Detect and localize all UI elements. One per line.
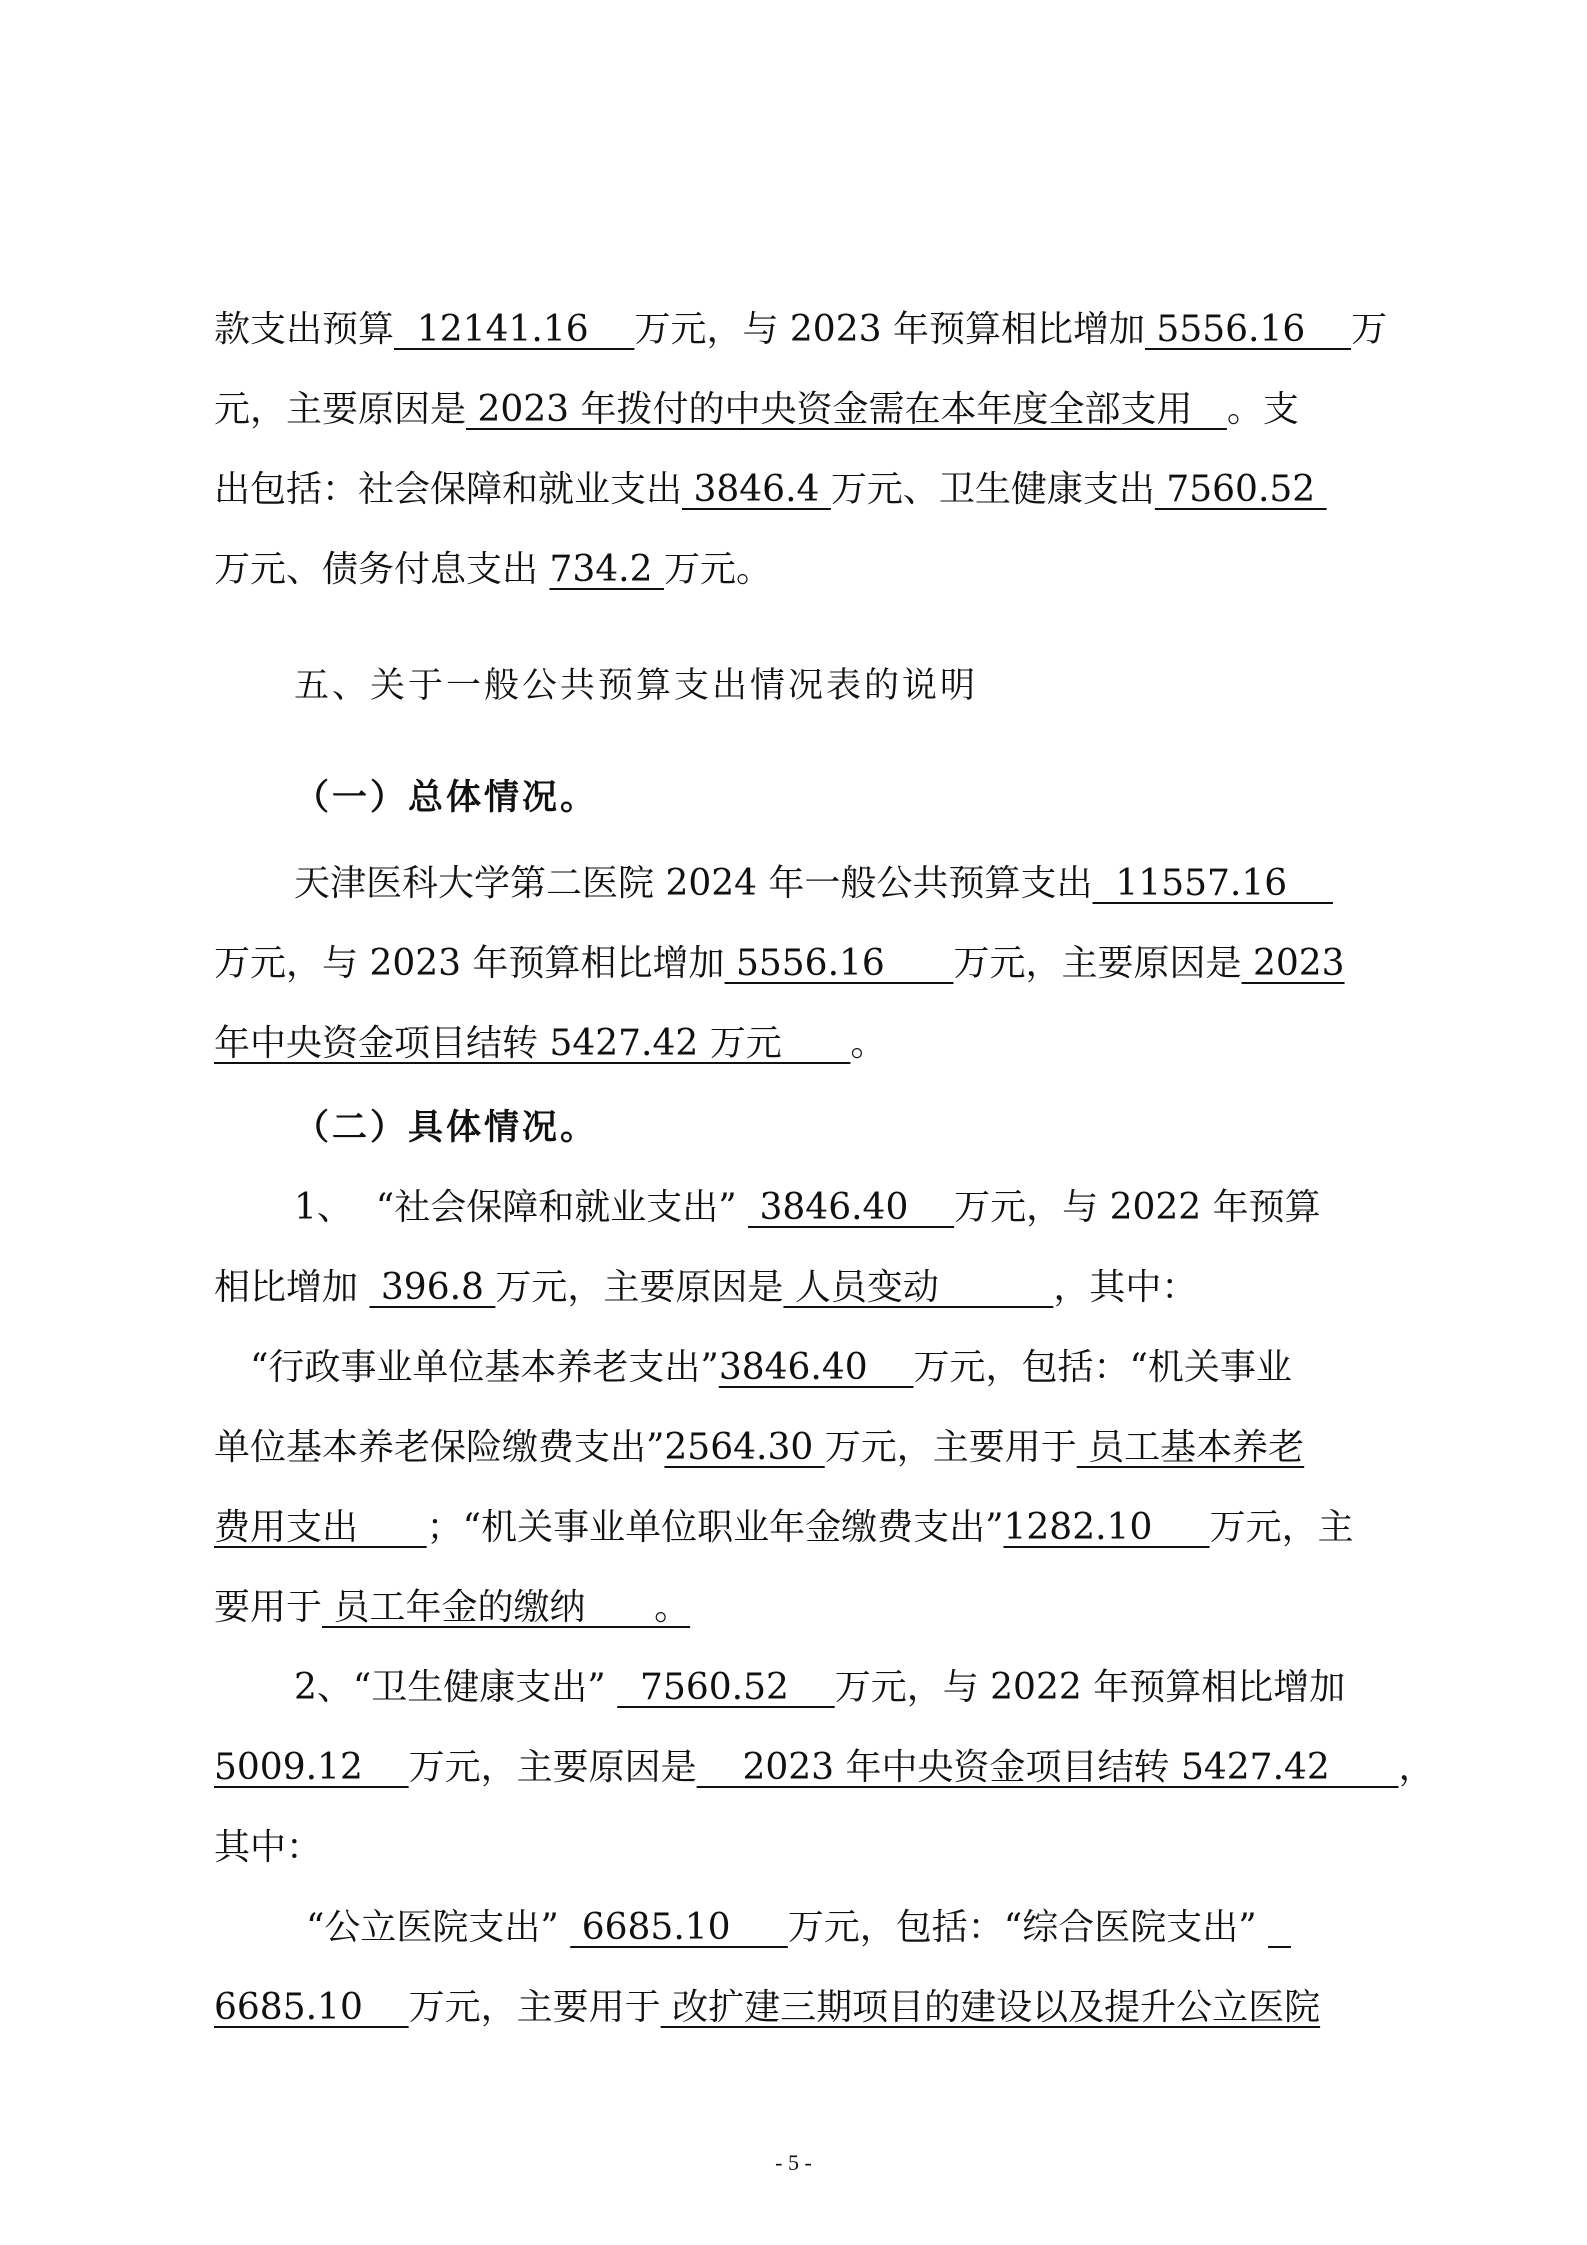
subsection-1-heading: （一）总体情况。: [294, 778, 599, 818]
reason-underlined: 2023: [1241, 943, 1345, 984]
section-5-heading: 五、关于一般公共预算支出情况表的说明: [294, 666, 979, 706]
item1-line5: [214, 1504, 1354, 1552]
text: 出包括：社会保障和就业支出: [214, 469, 683, 510]
para1-line4: [214, 546, 772, 594]
para2-line1: [294, 860, 1333, 908]
purpose-underlined: 员工基本养老: [1076, 1427, 1305, 1468]
item1-line2: [214, 1264, 1197, 1312]
text: 。支: [1226, 389, 1299, 430]
amount-underlined: 2564.30: [664, 1427, 825, 1468]
text: 万元，包括：“综合医院支出”: [787, 1907, 1269, 1948]
para1-line2: [214, 386, 1299, 434]
reason-underlined: 人员变动: [783, 1267, 1054, 1308]
item2-line5: [214, 1984, 1320, 2032]
purpose-underlined: 员工年金的缴纳 。: [322, 1587, 691, 1628]
text: 万元，主要原因是: [495, 1267, 784, 1308]
text: 万: [1351, 309, 1388, 350]
text: 天津医科大学第二医院 2024 年一般公共预算支出: [294, 863, 1093, 904]
item1-line4: [214, 1424, 1304, 1472]
para1-line3: [214, 466, 1327, 514]
amount-underlined: 3846.4: [682, 469, 831, 510]
item1-line3: [250, 1344, 1292, 1392]
amount-underlined: [1268, 1907, 1291, 1948]
amount-underlined: 7560.52: [617, 1667, 835, 1708]
purpose-underlined: 改扩建三期项目的建设以及提升公立医院: [660, 1987, 1321, 2028]
text: 1、 “社会保障和就业支出”: [294, 1187, 749, 1228]
amount-underlined: 1282.10: [1003, 1507, 1210, 1548]
text: ，其中：: [1053, 1267, 1198, 1308]
text: ；“机关事业单位职业年金缴费支出”: [426, 1507, 1004, 1548]
amount-underlined: 734.2: [549, 549, 664, 590]
para1-line1: [214, 306, 1387, 354]
text: 万元、卫生健康支出: [830, 469, 1155, 510]
text: “行政事业单位基本养老支出”: [250, 1347, 719, 1388]
text: 。: [850, 1023, 887, 1064]
amount-underlined: 6685.10: [214, 1987, 409, 2028]
item1-line1: [294, 1184, 1321, 1232]
purpose-underlined: 费用支出: [214, 1507, 427, 1548]
subsection-2-heading: （二）具体情况。: [294, 1108, 599, 1148]
text: 万元，主: [1209, 1507, 1354, 1548]
text: 万元，与 2022 年预算: [954, 1187, 1321, 1228]
reason-underlined: 2023 年拨付的中央资金需在本年度全部支用: [466, 389, 1227, 430]
page-number: - 5 -: [775, 2150, 812, 2175]
reason-underlined: 年中央资金项目结转 5427.42 万元: [214, 1023, 851, 1064]
text: 万元，与 2022 年预算相比增加: [834, 1667, 1346, 1708]
amount-underlined: 5556.16: [724, 943, 954, 984]
amount-underlined: 396.8: [369, 1267, 496, 1308]
text: 要用于: [214, 1587, 323, 1628]
text: 万元，主要原因是: [953, 943, 1242, 984]
text: 万元，包括：“机关事业: [913, 1347, 1292, 1388]
amount-underlined: 7560.52: [1154, 469, 1327, 510]
text: “公立医院支出”: [306, 1907, 571, 1948]
amount-underlined: 12141.16: [394, 309, 635, 350]
amount-underlined: 6685.10: [570, 1907, 788, 1948]
text: 万元，主要原因是: [408, 1747, 697, 1788]
amount-underlined: 3846.40: [718, 1347, 914, 1388]
text: 相比增加: [214, 1267, 370, 1308]
text: 万元、债务付息支出: [214, 549, 550, 590]
para2-line3: [214, 1020, 886, 1068]
text: 款支出预算: [214, 309, 395, 350]
text: 万元，与 2023 年预算相比增加: [634, 309, 1145, 350]
text: 万元，主要用于: [408, 1987, 661, 2028]
text: ，: [1398, 1747, 1435, 1788]
reason-underlined: 2023 年中央资金项目结转 5427.42: [696, 1747, 1399, 1788]
item2-line4: [306, 1904, 1291, 1952]
text: 2、“卫生健康支出”: [294, 1667, 618, 1708]
text: 元，主要原因是: [214, 389, 467, 430]
item1-line6: [214, 1584, 690, 1632]
amount-underlined: 5009.12: [214, 1747, 409, 1788]
item2-line2: [214, 1744, 1435, 1792]
text: 单位基本养老保险缴费支出”: [214, 1427, 665, 1468]
text: 万元。: [663, 549, 772, 590]
item2-line1: [294, 1664, 1345, 1712]
para2-line2: [214, 940, 1345, 988]
text: 万元，与 2023 年预算相比增加: [214, 943, 725, 984]
amount-underlined: 3846.40: [748, 1187, 955, 1228]
item2-line3: 其中：: [214, 1827, 323, 1868]
text: 万元，主要用于: [824, 1427, 1077, 1468]
amount-underlined: 11557.16: [1092, 863, 1333, 904]
amount-underlined: 5556.16: [1144, 309, 1352, 350]
